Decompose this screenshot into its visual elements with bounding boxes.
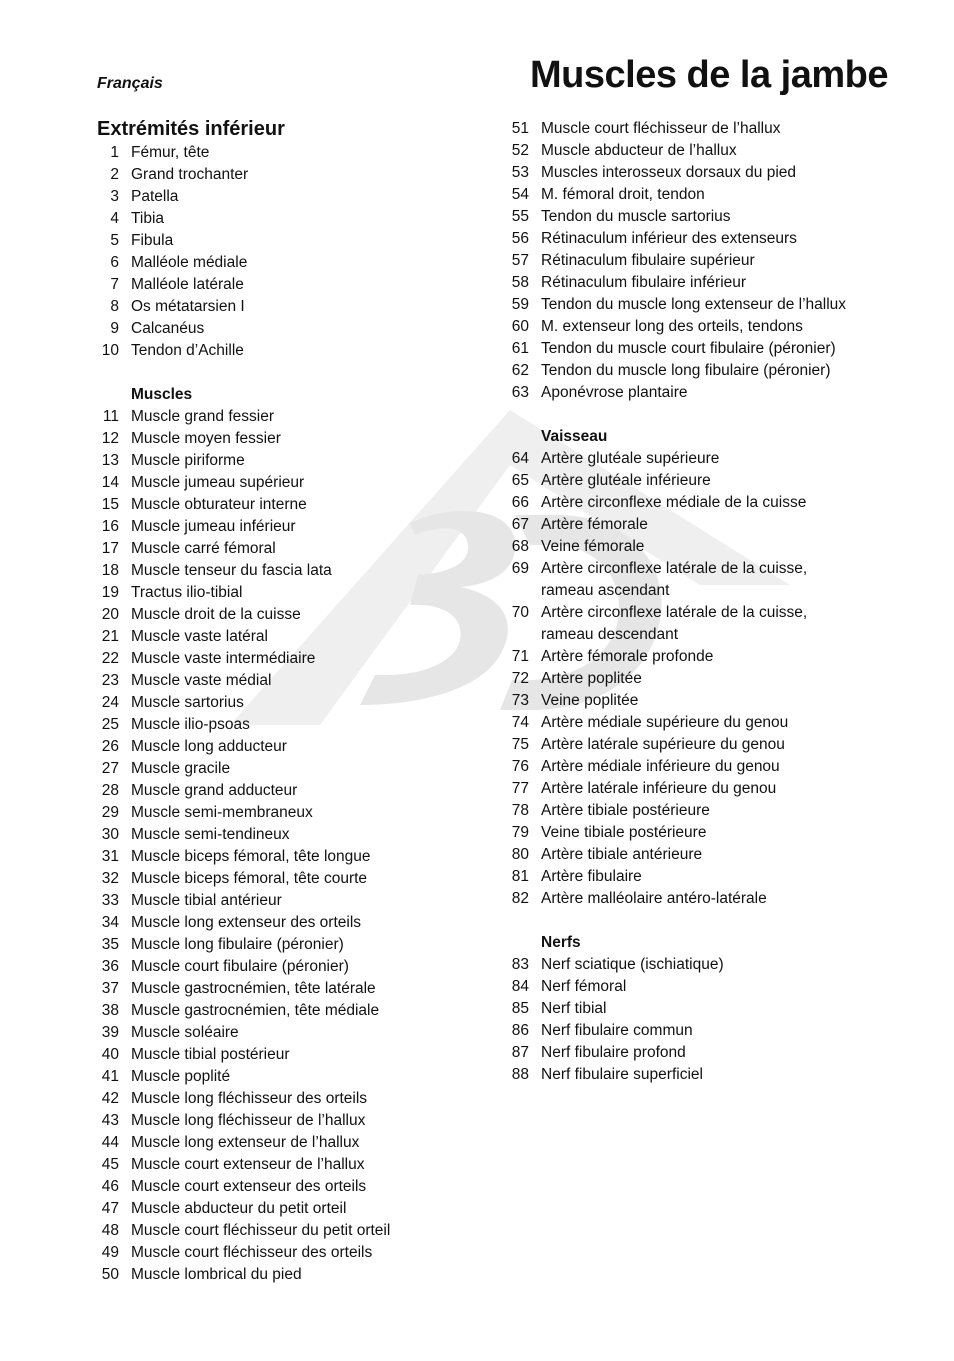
item-label: Muscle court fléchisseur du petit orteil <box>131 1222 391 1239</box>
item-label: Tibia <box>131 210 165 227</box>
item-label: Tractus ilio-tibial <box>131 584 243 601</box>
item-label: Muscle tibial postérieur <box>131 1046 290 1063</box>
list-item <box>97 494 477 516</box>
list-item <box>507 646 897 668</box>
list-item <box>507 184 897 206</box>
item-number: 30 <box>101 826 119 843</box>
item-number: 88 <box>511 1066 529 1083</box>
list-item <box>97 802 477 824</box>
item-label: Veine poplitée <box>541 692 639 709</box>
list-item <box>507 294 897 316</box>
item-number: 16 <box>101 518 119 535</box>
item-number: 83 <box>511 956 529 973</box>
item-label: Nerf tibial <box>541 1000 607 1017</box>
list-item <box>97 1110 477 1132</box>
item-number: 45 <box>101 1156 119 1173</box>
list-item <box>507 492 897 514</box>
item-number: 73 <box>511 692 529 709</box>
item-label: Muscle abducteur de l’hallux <box>541 142 737 159</box>
item-number: 11 <box>102 408 119 425</box>
item-label: Muscle droit de la cuisse <box>131 606 301 623</box>
item-number: 14 <box>101 474 119 491</box>
item-label: Muscle sartorius <box>131 694 244 711</box>
item-label: Nerf fibulaire commun <box>541 1022 693 1039</box>
list-item <box>97 956 477 978</box>
list-item <box>507 316 897 338</box>
item-number: 29 <box>101 804 119 821</box>
section-heading: Extrémités inférieur <box>97 118 285 140</box>
list-item <box>97 1176 477 1198</box>
item-number: 20 <box>101 606 119 623</box>
item-number: 10 <box>101 342 119 359</box>
list-item <box>97 736 477 758</box>
list-item <box>97 406 477 428</box>
item-number: 62 <box>511 362 529 379</box>
list-item <box>507 690 897 712</box>
item-number: 67 <box>511 516 529 533</box>
item-label: Muscle semi-membraneux <box>131 804 313 821</box>
item-number: 70 <box>511 604 529 621</box>
list-item <box>507 162 897 184</box>
list-item <box>97 1088 477 1110</box>
item-label: Muscles interosseux dorsaux du pied <box>541 164 797 181</box>
item-number: 6 <box>110 254 119 271</box>
list-item <box>507 866 897 888</box>
list-item <box>97 1022 477 1044</box>
item-label: Muscle long adducteur <box>131 738 287 755</box>
item-label: Tendon d’Achille <box>131 342 244 359</box>
right-column <box>507 118 897 1086</box>
item-label: Muscle long fléchisseur des orteils <box>131 1090 368 1107</box>
item-number: 66 <box>511 494 529 511</box>
item-number: 31 <box>101 848 119 865</box>
item-label: Artère tibiale antérieure <box>541 846 703 863</box>
item-label: Muscle jumeau supérieur <box>131 474 305 491</box>
item-label: Artère latérale supérieure du genou <box>541 736 785 753</box>
item-label: Artère fémorale <box>541 516 648 533</box>
page-title: Muscles de la jambe <box>530 54 888 96</box>
list-item <box>97 252 477 274</box>
list-item <box>97 626 477 648</box>
list-item <box>97 340 477 362</box>
item-label: Veine fémorale <box>541 538 645 555</box>
item-number: 60 <box>511 318 529 335</box>
bones-list <box>97 142 477 362</box>
list-item <box>97 450 477 472</box>
item-number: 35 <box>101 936 119 953</box>
list-item <box>97 912 477 934</box>
list-item <box>507 976 897 998</box>
item-label: Rétinaculum fibulaire supérieur <box>541 252 755 269</box>
item-label: Muscle court fléchisseur des orteils <box>131 1244 373 1261</box>
nerves-list <box>507 954 897 1086</box>
item-number: 76 <box>511 758 529 775</box>
list-item <box>97 1044 477 1066</box>
muscles-continued-list <box>507 118 897 404</box>
item-number: 64 <box>511 450 529 467</box>
item-number: 55 <box>511 208 529 225</box>
list-item <box>507 272 897 294</box>
item-label: Artère glutéale supérieure <box>541 450 720 467</box>
item-number: 63 <box>511 384 529 401</box>
item-number: 56 <box>511 230 529 247</box>
item-number: 3 <box>110 188 119 205</box>
item-label: M. fémoral droit, tendon <box>541 186 705 203</box>
list-item <box>97 824 477 846</box>
nerves-heading: Nerfs <box>541 934 581 951</box>
item-label: Muscle court fibulaire (péronier) <box>131 958 349 975</box>
item-label: Artère médiale inférieure du genou <box>541 758 780 775</box>
item-label: Artère circonflexe latérale de la cuisse, <box>541 604 808 621</box>
item-label: Tendon du muscle sartorius <box>541 208 731 225</box>
item-label: Muscle court extenseur des orteils <box>131 1178 367 1195</box>
language-label: Français <box>97 75 163 92</box>
list-item <box>97 164 477 186</box>
list-item <box>507 800 897 822</box>
list-item <box>97 186 477 208</box>
item-label: Malléole médiale <box>131 254 248 271</box>
list-item <box>97 208 477 230</box>
item-label: Artère glutéale inférieure <box>541 472 711 489</box>
item-number: 24 <box>101 694 119 711</box>
list-item <box>97 1154 477 1176</box>
item-label: Muscle abducteur du petit orteil <box>131 1200 347 1217</box>
item-number: 54 <box>511 186 529 203</box>
left-column <box>97 116 477 1286</box>
item-number: 36 <box>101 958 119 975</box>
list-item <box>97 296 477 318</box>
list-item <box>507 206 897 228</box>
item-number: 9 <box>110 320 119 337</box>
item-number: 33 <box>101 892 119 909</box>
item-label: Grand trochanter <box>131 166 249 183</box>
item-number: 84 <box>511 978 529 995</box>
item-label: Calcanéus <box>131 320 205 337</box>
item-number: 68 <box>511 538 529 555</box>
item-label: Muscle gastrocnémien, tête latérale <box>131 980 376 997</box>
item-label-continued: rameau ascendant <box>541 582 670 599</box>
list-item <box>507 998 897 1020</box>
item-number: 12 <box>101 430 119 447</box>
item-label: Muscle poplité <box>131 1068 231 1085</box>
item-label: Muscle vaste médial <box>131 672 272 689</box>
item-number: 21 <box>101 628 119 645</box>
item-label: Muscle grand fessier <box>131 408 275 425</box>
item-label: Aponévrose plantaire <box>541 384 688 401</box>
item-number: 19 <box>101 584 119 601</box>
item-number: 15 <box>101 496 119 513</box>
item-number: 43 <box>101 1112 119 1129</box>
list-item <box>507 558 897 580</box>
list-item <box>97 538 477 560</box>
item-number: 52 <box>511 142 529 159</box>
item-number: 18 <box>101 562 119 579</box>
list-item <box>507 1064 897 1086</box>
item-number: 59 <box>511 296 529 313</box>
list-item <box>507 844 897 866</box>
item-number: 23 <box>101 672 119 689</box>
item-label: Muscle gracile <box>131 760 231 777</box>
item-number: 22 <box>101 650 119 667</box>
item-number: 39 <box>101 1024 119 1041</box>
list-item <box>507 1042 897 1064</box>
list-item <box>97 890 477 912</box>
list-item <box>97 604 477 626</box>
item-number: 85 <box>511 1000 529 1017</box>
item-label: Fémur, tête <box>131 144 210 161</box>
item-number: 71 <box>511 648 529 665</box>
muscles-heading: Muscles <box>131 386 193 403</box>
list-item <box>507 470 897 492</box>
item-number: 58 <box>511 274 529 291</box>
list-item <box>507 382 897 404</box>
item-number: 2 <box>110 166 119 183</box>
item-number: 13 <box>101 452 119 469</box>
item-number: 41 <box>101 1068 119 1085</box>
list-item <box>97 274 477 296</box>
item-label: Artère circonflexe médiale de la cuisse <box>541 494 807 511</box>
list-item <box>97 1242 477 1264</box>
item-label: M. extenseur long des orteils, tendons <box>541 318 803 335</box>
item-number: 1 <box>110 144 119 161</box>
vessels-heading: Vaisseau <box>541 428 608 445</box>
item-label: Muscle tibial antérieur <box>131 892 282 909</box>
item-number: 25 <box>101 716 119 733</box>
list-item <box>97 1220 477 1242</box>
item-number: 75 <box>511 736 529 753</box>
item-number: 40 <box>101 1046 119 1063</box>
item-label: Muscle long fléchisseur de l’hallux <box>131 1112 366 1129</box>
item-number: 5 <box>110 232 119 249</box>
item-label: Malléole latérale <box>131 276 244 293</box>
item-number: 38 <box>101 1002 119 1019</box>
item-label: Nerf fémoral <box>541 978 627 995</box>
list-item <box>507 888 897 910</box>
item-number: 80 <box>511 846 529 863</box>
list-item <box>507 602 897 624</box>
item-number: 7 <box>110 276 119 293</box>
item-label: Muscle biceps fémoral, tête longue <box>131 848 371 865</box>
list-item <box>507 536 897 558</box>
item-label: Muscle grand adducteur <box>131 782 298 799</box>
list-item <box>507 448 897 470</box>
list-item <box>507 734 897 756</box>
list-item <box>97 560 477 582</box>
item-number: 27 <box>101 760 119 777</box>
item-label: Veine tibiale postérieure <box>541 824 707 841</box>
list-item <box>97 230 477 252</box>
item-label: Muscle long extenseur des orteils <box>131 914 362 931</box>
list-item <box>97 934 477 956</box>
item-number: 79 <box>511 824 529 841</box>
list-item <box>507 140 897 162</box>
item-label: Muscle gastrocnémien, tête médiale <box>131 1002 380 1019</box>
list-item <box>507 514 897 536</box>
item-number: 87 <box>511 1044 529 1061</box>
item-number: 42 <box>101 1090 119 1107</box>
item-label: Muscle semi-tendineux <box>131 826 290 843</box>
item-label: Artère médiale supérieure du genou <box>541 714 789 731</box>
item-label: Muscle carré fémoral <box>131 540 276 557</box>
item-number: 61 <box>511 340 529 357</box>
item-label: Artère fémorale profonde <box>541 648 714 665</box>
list-item <box>507 360 897 382</box>
list-item <box>507 228 897 250</box>
item-number: 50 <box>101 1266 119 1283</box>
item-label: Artère circonflexe latérale de la cuisse, <box>541 560 808 577</box>
list-item <box>507 118 897 140</box>
item-label: Artère malléolaire antéro-latérale <box>541 890 767 907</box>
item-label: Muscle piriforme <box>131 452 245 469</box>
list-item <box>507 756 897 778</box>
item-number: 32 <box>101 870 119 887</box>
item-label: Muscle jumeau inférieur <box>131 518 296 535</box>
item-number: 8 <box>110 298 119 315</box>
item-label: Muscle court fléchisseur de l’hallux <box>541 120 781 137</box>
list-item <box>97 142 477 164</box>
item-number: 57 <box>511 252 529 269</box>
item-label: Muscle long extenseur de l’hallux <box>131 1134 360 1151</box>
item-number: 28 <box>101 782 119 799</box>
list-item <box>97 1066 477 1088</box>
item-label: Artère tibiale postérieure <box>541 802 710 819</box>
list-item <box>97 846 477 868</box>
list-item <box>507 1020 897 1042</box>
item-label: Muscle long fibulaire (péronier) <box>131 936 344 953</box>
item-number: 26 <box>101 738 119 755</box>
list-item <box>97 714 477 736</box>
item-label: Artère poplitée <box>541 670 642 687</box>
item-label: Os métatarsien I <box>131 298 245 315</box>
list-item <box>97 1264 477 1286</box>
item-label: Nerf fibulaire profond <box>541 1044 686 1061</box>
item-number: 49 <box>101 1244 119 1261</box>
item-number: 65 <box>511 472 529 489</box>
item-number: 51 <box>511 120 529 137</box>
list-item <box>507 712 897 734</box>
list-item <box>97 648 477 670</box>
item-label: Muscle tenseur du fascia lata <box>131 562 332 579</box>
item-label: Rétinaculum inférieur des extenseurs <box>541 230 797 247</box>
item-label: Muscle vaste latéral <box>131 628 268 645</box>
item-number: 48 <box>101 1222 119 1239</box>
list-item <box>97 868 477 890</box>
item-number: 44 <box>101 1134 119 1151</box>
item-label-continued: rameau descendant <box>541 626 679 643</box>
list-item <box>97 428 477 450</box>
item-label: Fibula <box>131 232 174 249</box>
item-label: Muscle biceps fémoral, tête courte <box>131 870 368 887</box>
item-number: 72 <box>511 670 529 687</box>
list-item <box>507 668 897 690</box>
list-item <box>507 250 897 272</box>
item-number: 81 <box>511 868 529 885</box>
item-label: Muscle obturateur interne <box>131 496 307 513</box>
item-number: 69 <box>511 560 529 577</box>
list-item <box>97 582 477 604</box>
item-number: 47 <box>101 1200 119 1217</box>
muscles-list <box>97 406 477 1286</box>
list-item <box>507 778 897 800</box>
item-label: Tendon du muscle long fibulaire (péronier) <box>541 362 831 379</box>
list-item <box>507 954 897 976</box>
vessels-list <box>507 448 897 910</box>
item-number: 53 <box>511 164 529 181</box>
list-item <box>97 1198 477 1220</box>
item-number: 82 <box>511 890 529 907</box>
list-item <box>97 1132 477 1154</box>
list-item <box>97 978 477 1000</box>
item-label: Patella <box>131 188 179 205</box>
item-label: Muscle ilio-psoas <box>131 716 250 733</box>
item-label: Muscle lombrical du pied <box>131 1266 302 1283</box>
item-number: 37 <box>101 980 119 997</box>
item-label: Tendon du muscle court fibulaire (péronier) <box>541 340 836 357</box>
item-number: 4 <box>110 210 119 227</box>
item-label: Artère fibulaire <box>541 868 642 885</box>
item-number: 34 <box>101 914 119 931</box>
item-label: Muscle court extenseur de l’hallux <box>131 1156 365 1173</box>
list-item <box>97 1000 477 1022</box>
item-number: 77 <box>511 780 529 797</box>
list-item <box>507 822 897 844</box>
item-label: Artère latérale inférieure du genou <box>541 780 777 797</box>
list-item <box>97 472 477 494</box>
item-label: Nerf sciatique (ischiatique) <box>541 956 724 973</box>
item-number: 78 <box>511 802 529 819</box>
item-label: Nerf fibulaire superficiel <box>541 1066 703 1083</box>
list-item <box>97 758 477 780</box>
item-number: 17 <box>101 540 119 557</box>
list-item <box>97 670 477 692</box>
list-item <box>97 692 477 714</box>
item-label: Tendon du muscle long extenseur de l’hallux <box>541 296 847 313</box>
list-item <box>97 318 477 340</box>
item-label: Muscle soléaire <box>131 1024 239 1041</box>
item-label: Muscle vaste intermédiaire <box>131 650 316 667</box>
item-number: 46 <box>101 1178 119 1195</box>
list-item <box>97 780 477 802</box>
list-item <box>507 338 897 360</box>
item-number: 74 <box>511 714 529 731</box>
item-number: 86 <box>511 1022 529 1039</box>
item-label: Rétinaculum fibulaire inférieur <box>541 274 747 291</box>
item-label: Muscle moyen fessier <box>131 430 281 447</box>
list-item <box>97 516 477 538</box>
